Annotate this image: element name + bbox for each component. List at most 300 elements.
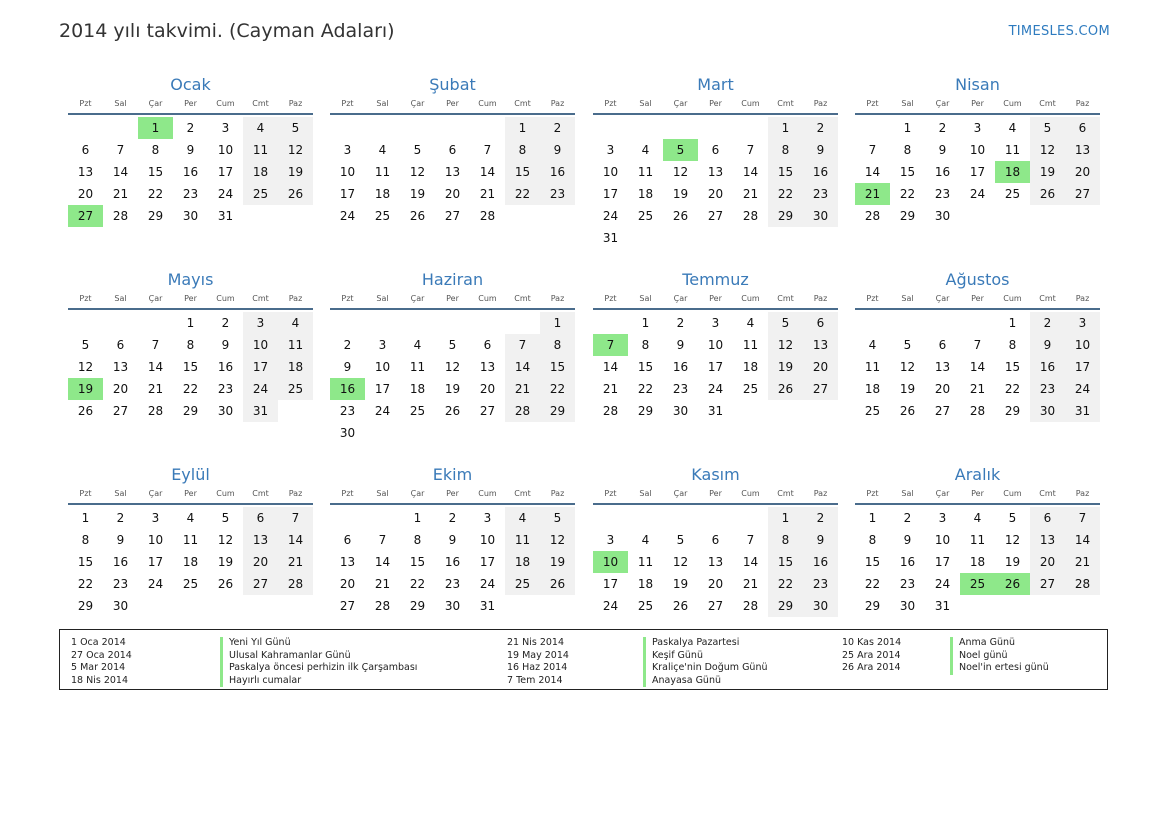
day-cell[interactable]: 8: [186, 338, 195, 352]
day-cell[interactable]: 28: [479, 209, 496, 223]
day-cell[interactable]: 12: [217, 533, 234, 547]
day-cell[interactable]: 27: [444, 209, 461, 223]
day-cell[interactable]: 29: [768, 595, 803, 617]
day-cell[interactable]: 24: [707, 382, 724, 396]
day-cell[interactable]: 25: [278, 378, 313, 400]
day-cell[interactable]: 7: [973, 338, 982, 352]
day-cell[interactable]: 15: [637, 360, 654, 374]
day-cell[interactable]: 19: [540, 551, 575, 573]
day-cell[interactable]: 23: [112, 577, 129, 591]
day-cell[interactable]: 28: [112, 209, 129, 223]
day-cell[interactable]: 3: [151, 511, 160, 525]
day-cell[interactable]: 28: [742, 209, 759, 223]
day-cell[interactable]: 24: [374, 404, 391, 418]
day-cell[interactable]: 8: [868, 533, 877, 547]
day-cell[interactable]: 19: [768, 356, 803, 378]
day-cell[interactable]: 26: [672, 599, 689, 613]
day-cell[interactable]: 17: [1065, 356, 1100, 378]
day-cell[interactable]: 2: [540, 117, 575, 139]
day-cell[interactable]: 13: [444, 165, 461, 179]
holiday-day-cell[interactable]: 1: [138, 117, 173, 139]
day-cell[interactable]: 19: [1004, 555, 1021, 569]
day-cell[interactable]: 1: [1008, 316, 1017, 330]
day-cell[interactable]: 25: [505, 573, 540, 595]
day-cell[interactable]: 8: [768, 139, 803, 161]
day-cell[interactable]: 21: [479, 187, 496, 201]
day-cell[interactable]: 17: [243, 356, 278, 378]
day-cell[interactable]: 9: [803, 529, 838, 551]
day-cell[interactable]: 16: [899, 555, 916, 569]
day-cell[interactable]: 18: [505, 551, 540, 573]
day-cell[interactable]: 26: [278, 183, 313, 205]
day-cell[interactable]: 15: [182, 360, 199, 374]
day-cell[interactable]: 29: [77, 599, 94, 613]
day-cell[interactable]: 4: [641, 533, 650, 547]
day-cell[interactable]: 13: [803, 334, 838, 356]
day-cell[interactable]: 30: [112, 599, 129, 613]
day-cell[interactable]: 24: [934, 577, 951, 591]
day-cell[interactable]: 28: [1065, 573, 1100, 595]
day-cell[interactable]: 3: [343, 143, 352, 157]
day-cell[interactable]: 14: [278, 529, 313, 551]
day-cell[interactable]: 16: [540, 161, 575, 183]
day-cell[interactable]: 11: [637, 165, 654, 179]
day-cell[interactable]: 2: [186, 121, 195, 135]
day-cell[interactable]: 20: [707, 577, 724, 591]
day-cell[interactable]: 31: [243, 400, 278, 422]
day-cell[interactable]: 20: [934, 382, 951, 396]
day-cell[interactable]: 16: [182, 165, 199, 179]
day-cell[interactable]: 1: [868, 511, 877, 525]
day-cell[interactable]: 8: [540, 334, 575, 356]
day-cell[interactable]: 9: [540, 139, 575, 161]
day-cell[interactable]: 23: [540, 183, 575, 205]
day-cell[interactable]: 5: [676, 533, 685, 547]
day-cell[interactable]: 1: [540, 312, 575, 334]
day-cell[interactable]: 14: [1065, 529, 1100, 551]
day-cell[interactable]: 9: [803, 139, 838, 161]
day-cell[interactable]: 5: [768, 312, 803, 334]
day-cell[interactable]: 16: [934, 165, 951, 179]
day-cell[interactable]: 13: [1030, 529, 1065, 551]
day-cell[interactable]: 10: [707, 338, 724, 352]
day-cell[interactable]: 22: [409, 577, 426, 591]
day-cell[interactable]: 10: [374, 360, 391, 374]
day-cell[interactable]: 13: [479, 360, 496, 374]
day-cell[interactable]: 26: [899, 404, 916, 418]
day-cell[interactable]: 4: [746, 316, 755, 330]
day-cell[interactable]: 23: [444, 577, 461, 591]
day-cell[interactable]: 27: [934, 404, 951, 418]
day-cell[interactable]: 18: [637, 577, 654, 591]
day-cell[interactable]: 5: [540, 507, 575, 529]
day-cell[interactable]: 7: [483, 143, 492, 157]
day-cell[interactable]: 21: [147, 382, 164, 396]
day-cell[interactable]: 1: [768, 117, 803, 139]
day-cell[interactable]: 4: [278, 312, 313, 334]
day-cell[interactable]: 15: [1004, 360, 1021, 374]
day-cell[interactable]: 18: [374, 187, 391, 201]
day-cell[interactable]: 5: [278, 117, 313, 139]
day-cell[interactable]: 27: [243, 573, 278, 595]
day-cell[interactable]: 6: [711, 533, 720, 547]
day-cell[interactable]: 21: [602, 382, 619, 396]
day-cell[interactable]: 17: [479, 555, 496, 569]
day-cell[interactable]: 12: [1030, 139, 1065, 161]
day-cell[interactable]: 14: [742, 165, 759, 179]
day-cell[interactable]: 4: [378, 143, 387, 157]
day-cell[interactable]: 25: [182, 577, 199, 591]
day-cell[interactable]: 17: [934, 555, 951, 569]
day-cell[interactable]: 9: [116, 533, 125, 547]
holiday-day-cell[interactable]: 10: [593, 551, 628, 573]
day-cell[interactable]: 9: [343, 360, 352, 374]
day-cell[interactable]: 25: [409, 404, 426, 418]
day-cell[interactable]: 22: [637, 382, 654, 396]
day-cell[interactable]: 11: [969, 533, 986, 547]
day-cell[interactable]: 17: [969, 165, 986, 179]
holiday-day-cell[interactable]: 18: [995, 161, 1030, 183]
day-cell[interactable]: 18: [969, 555, 986, 569]
day-cell[interactable]: 7: [378, 533, 387, 547]
day-cell[interactable]: 11: [1004, 143, 1021, 157]
day-cell[interactable]: 4: [641, 143, 650, 157]
day-cell[interactable]: 2: [1030, 312, 1065, 334]
day-cell[interactable]: 24: [969, 187, 986, 201]
day-cell[interactable]: 26: [540, 573, 575, 595]
day-cell[interactable]: 19: [409, 187, 426, 201]
day-cell[interactable]: 9: [186, 143, 195, 157]
day-cell[interactable]: 17: [339, 187, 356, 201]
day-cell[interactable]: 22: [768, 573, 803, 595]
day-cell[interactable]: 16: [217, 360, 234, 374]
day-cell[interactable]: 6: [116, 338, 125, 352]
holiday-day-cell[interactable]: 5: [663, 139, 698, 161]
day-cell[interactable]: 23: [803, 573, 838, 595]
holiday-day-cell[interactable]: 19: [68, 378, 103, 400]
day-cell[interactable]: 20: [803, 356, 838, 378]
day-cell[interactable]: 12: [77, 360, 94, 374]
holiday-day-cell[interactable]: 21: [855, 183, 890, 205]
day-cell[interactable]: 3: [606, 143, 615, 157]
day-cell[interactable]: 22: [77, 577, 94, 591]
day-cell[interactable]: 6: [938, 338, 947, 352]
day-cell[interactable]: 19: [217, 555, 234, 569]
day-cell[interactable]: 22: [505, 183, 540, 205]
day-cell[interactable]: 12: [899, 360, 916, 374]
day-cell[interactable]: 21: [742, 187, 759, 201]
day-cell[interactable]: 19: [1030, 161, 1065, 183]
day-cell[interactable]: 11: [742, 338, 759, 352]
day-cell[interactable]: 26: [217, 577, 234, 591]
day-cell[interactable]: 20: [243, 551, 278, 573]
day-cell[interactable]: 9: [1030, 334, 1065, 356]
day-cell[interactable]: 18: [278, 356, 313, 378]
day-cell[interactable]: 31: [479, 599, 496, 613]
day-cell[interactable]: 28: [147, 404, 164, 418]
day-cell[interactable]: 28: [742, 599, 759, 613]
day-cell[interactable]: 21: [1065, 551, 1100, 573]
day-cell[interactable]: 17: [217, 165, 234, 179]
day-cell[interactable]: 10: [243, 334, 278, 356]
day-cell[interactable]: 4: [186, 511, 195, 525]
day-cell[interactable]: 29: [1004, 404, 1021, 418]
day-cell[interactable]: 26: [768, 378, 803, 400]
day-cell[interactable]: 9: [676, 338, 685, 352]
day-cell[interactable]: 12: [672, 165, 689, 179]
day-cell[interactable]: 11: [864, 360, 881, 374]
day-cell[interactable]: 31: [1065, 400, 1100, 422]
day-cell[interactable]: 2: [938, 121, 947, 135]
day-cell[interactable]: 7: [278, 507, 313, 529]
day-cell[interactable]: 10: [339, 165, 356, 179]
day-cell[interactable]: 6: [711, 143, 720, 157]
day-cell[interactable]: 23: [899, 577, 916, 591]
day-cell[interactable]: 27: [803, 378, 838, 400]
day-cell[interactable]: 26: [1030, 183, 1065, 205]
day-cell[interactable]: 25: [374, 209, 391, 223]
day-cell[interactable]: 17: [374, 382, 391, 396]
day-cell[interactable]: 6: [1065, 117, 1100, 139]
day-cell[interactable]: 4: [868, 338, 877, 352]
day-cell[interactable]: 10: [969, 143, 986, 157]
day-cell[interactable]: 11: [278, 334, 313, 356]
day-cell[interactable]: 26: [409, 209, 426, 223]
day-cell[interactable]: 7: [151, 338, 160, 352]
day-cell[interactable]: 13: [77, 165, 94, 179]
day-cell[interactable]: 22: [1004, 382, 1021, 396]
holiday-day-cell[interactable]: 26: [995, 573, 1030, 595]
day-cell[interactable]: 25: [1004, 187, 1021, 201]
day-cell[interactable]: 1: [81, 511, 90, 525]
day-cell[interactable]: 27: [707, 209, 724, 223]
day-cell[interactable]: 7: [1065, 507, 1100, 529]
day-cell[interactable]: 22: [864, 577, 881, 591]
day-cell[interactable]: 2: [448, 511, 457, 525]
day-cell[interactable]: 14: [505, 356, 540, 378]
day-cell[interactable]: 10: [1065, 334, 1100, 356]
day-cell[interactable]: 2: [221, 316, 230, 330]
day-cell[interactable]: 24: [217, 187, 234, 201]
day-cell[interactable]: 28: [374, 599, 391, 613]
day-cell[interactable]: 3: [243, 312, 278, 334]
day-cell[interactable]: 12: [672, 555, 689, 569]
day-cell[interactable]: 13: [707, 555, 724, 569]
day-cell[interactable]: 21: [969, 382, 986, 396]
day-cell[interactable]: 31: [707, 404, 724, 418]
day-cell[interactable]: 23: [217, 382, 234, 396]
day-cell[interactable]: 18: [864, 382, 881, 396]
day-cell[interactable]: 27: [479, 404, 496, 418]
day-cell[interactable]: 8: [903, 143, 912, 157]
day-cell[interactable]: 16: [444, 555, 461, 569]
day-cell[interactable]: 5: [1008, 511, 1017, 525]
day-cell[interactable]: 23: [934, 187, 951, 201]
day-cell[interactable]: 10: [217, 143, 234, 157]
day-cell[interactable]: 19: [899, 382, 916, 396]
day-cell[interactable]: 29: [147, 209, 164, 223]
day-cell[interactable]: 3: [1065, 312, 1100, 334]
day-cell[interactable]: 17: [602, 187, 619, 201]
day-cell[interactable]: 13: [934, 360, 951, 374]
day-cell[interactable]: 12: [278, 139, 313, 161]
day-cell[interactable]: 7: [868, 143, 877, 157]
day-cell[interactable]: 6: [803, 312, 838, 334]
day-cell[interactable]: 14: [602, 360, 619, 374]
day-cell[interactable]: 22: [899, 187, 916, 201]
day-cell[interactable]: 14: [742, 555, 759, 569]
day-cell[interactable]: 27: [339, 599, 356, 613]
day-cell[interactable]: 3: [221, 121, 230, 135]
holiday-day-cell[interactable]: 16: [330, 378, 365, 400]
day-cell[interactable]: 15: [768, 161, 803, 183]
day-cell[interactable]: 20: [479, 382, 496, 396]
day-cell[interactable]: 2: [903, 511, 912, 525]
day-cell[interactable]: 10: [934, 533, 951, 547]
day-cell[interactable]: 5: [448, 338, 457, 352]
day-cell[interactable]: 3: [378, 338, 387, 352]
day-cell[interactable]: 4: [413, 338, 422, 352]
day-cell[interactable]: 1: [768, 507, 803, 529]
day-cell[interactable]: 23: [339, 404, 356, 418]
day-cell[interactable]: 27: [112, 404, 129, 418]
day-cell[interactable]: 5: [1030, 117, 1065, 139]
day-cell[interactable]: 14: [147, 360, 164, 374]
day-cell[interactable]: 7: [746, 533, 755, 547]
day-cell[interactable]: 12: [444, 360, 461, 374]
day-cell[interactable]: 1: [505, 117, 540, 139]
day-cell[interactable]: 30: [803, 595, 838, 617]
day-cell[interactable]: 11: [505, 529, 540, 551]
day-cell[interactable]: 1: [413, 511, 422, 525]
day-cell[interactable]: 28: [278, 573, 313, 595]
day-cell[interactable]: 6: [343, 533, 352, 547]
day-cell[interactable]: 23: [182, 187, 199, 201]
day-cell[interactable]: 7: [505, 334, 540, 356]
day-cell[interactable]: 31: [602, 231, 619, 245]
day-cell[interactable]: 10: [479, 533, 496, 547]
day-cell[interactable]: 18: [182, 555, 199, 569]
day-cell[interactable]: 12: [1004, 533, 1021, 547]
day-cell[interactable]: 15: [540, 356, 575, 378]
day-cell[interactable]: 29: [540, 400, 575, 422]
day-cell[interactable]: 12: [540, 529, 575, 551]
day-cell[interactable]: 16: [803, 161, 838, 183]
day-cell[interactable]: 17: [707, 360, 724, 374]
day-cell[interactable]: 13: [339, 555, 356, 569]
day-cell[interactable]: 3: [711, 316, 720, 330]
day-cell[interactable]: 23: [1030, 378, 1065, 400]
day-cell[interactable]: 15: [864, 555, 881, 569]
day-cell[interactable]: 10: [147, 533, 164, 547]
day-cell[interactable]: 29: [864, 599, 881, 613]
day-cell[interactable]: 14: [969, 360, 986, 374]
day-cell[interactable]: 12: [768, 334, 803, 356]
day-cell[interactable]: 24: [147, 577, 164, 591]
day-cell[interactable]: 4: [505, 507, 540, 529]
day-cell[interactable]: 8: [1008, 338, 1017, 352]
day-cell[interactable]: 2: [343, 338, 352, 352]
day-cell[interactable]: 8: [413, 533, 422, 547]
day-cell[interactable]: 29: [899, 209, 916, 223]
day-cell[interactable]: 3: [938, 511, 947, 525]
day-cell[interactable]: 24: [243, 378, 278, 400]
day-cell[interactable]: 4: [973, 511, 982, 525]
day-cell[interactable]: 2: [803, 507, 838, 529]
day-cell[interactable]: 13: [1065, 139, 1100, 161]
day-cell[interactable]: 30: [217, 404, 234, 418]
day-cell[interactable]: 15: [77, 555, 94, 569]
day-cell[interactable]: 1: [186, 316, 195, 330]
day-cell[interactable]: 14: [112, 165, 129, 179]
day-cell[interactable]: 9: [221, 338, 230, 352]
day-cell[interactable]: 26: [444, 404, 461, 418]
day-cell[interactable]: 13: [112, 360, 129, 374]
day-cell[interactable]: 3: [973, 121, 982, 135]
day-cell[interactable]: 25: [637, 599, 654, 613]
day-cell[interactable]: 6: [1030, 507, 1065, 529]
day-cell[interactable]: 8: [151, 143, 160, 157]
day-cell[interactable]: 26: [77, 404, 94, 418]
day-cell[interactable]: 20: [339, 577, 356, 591]
day-cell[interactable]: 30: [444, 599, 461, 613]
day-cell[interactable]: 6: [483, 338, 492, 352]
day-cell[interactable]: 28: [969, 404, 986, 418]
day-cell[interactable]: 2: [116, 511, 125, 525]
day-cell[interactable]: 6: [448, 143, 457, 157]
day-cell[interactable]: 22: [182, 382, 199, 396]
day-cell[interactable]: 28: [864, 209, 881, 223]
day-cell[interactable]: 30: [339, 426, 356, 440]
day-cell[interactable]: 25: [742, 382, 759, 396]
day-cell[interactable]: 28: [602, 404, 619, 418]
day-cell[interactable]: 19: [444, 382, 461, 396]
day-cell[interactable]: 18: [243, 161, 278, 183]
day-cell[interactable]: 3: [483, 511, 492, 525]
day-cell[interactable]: 7: [116, 143, 125, 157]
day-cell[interactable]: 18: [637, 187, 654, 201]
day-cell[interactable]: 9: [938, 143, 947, 157]
day-cell[interactable]: 30: [1030, 400, 1065, 422]
day-cell[interactable]: 14: [864, 165, 881, 179]
day-cell[interactable]: 23: [803, 183, 838, 205]
day-cell[interactable]: 6: [243, 507, 278, 529]
day-cell[interactable]: 21: [278, 551, 313, 573]
day-cell[interactable]: 2: [803, 117, 838, 139]
day-cell[interactable]: 18: [409, 382, 426, 396]
day-cell[interactable]: 11: [409, 360, 426, 374]
day-cell[interactable]: 20: [77, 187, 94, 201]
day-cell[interactable]: 8: [641, 338, 650, 352]
day-cell[interactable]: 16: [672, 360, 689, 374]
day-cell[interactable]: 25: [637, 209, 654, 223]
day-cell[interactable]: 2: [676, 316, 685, 330]
day-cell[interactable]: 30: [934, 209, 951, 223]
day-cell[interactable]: 7: [746, 143, 755, 157]
day-cell[interactable]: 21: [374, 577, 391, 591]
day-cell[interactable]: 20: [112, 382, 129, 396]
day-cell[interactable]: 3: [606, 533, 615, 547]
day-cell[interactable]: 16: [803, 551, 838, 573]
holiday-day-cell[interactable]: 25: [960, 573, 995, 595]
day-cell[interactable]: 21: [112, 187, 129, 201]
brand-link[interactable]: TIMESLES.COM: [1008, 24, 1110, 39]
day-cell[interactable]: 8: [768, 529, 803, 551]
day-cell[interactable]: 5: [903, 338, 912, 352]
day-cell[interactable]: 13: [707, 165, 724, 179]
holiday-day-cell[interactable]: 27: [68, 205, 103, 227]
day-cell[interactable]: 28: [505, 400, 540, 422]
